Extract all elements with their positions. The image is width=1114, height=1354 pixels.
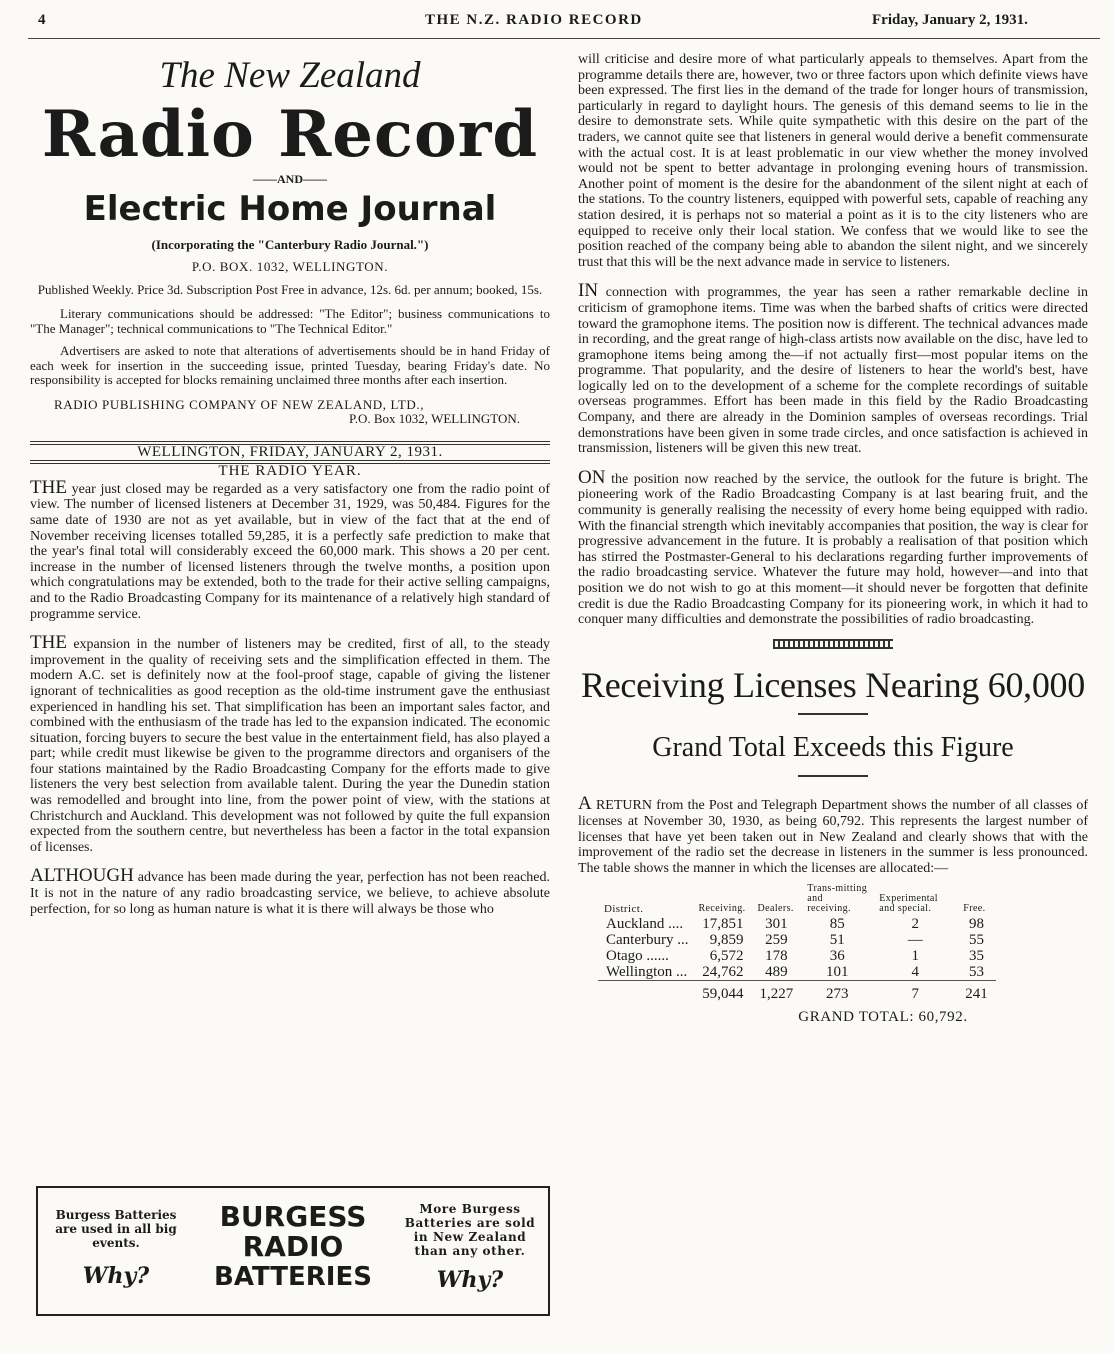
advert-right-why: Why?: [436, 1267, 504, 1293]
page-number: 4: [38, 12, 46, 28]
masthead-published: Published Weekly. Price 3d. Subscription Post Free in advance, 12s. 6d. per annum; booked, 15s.: [37, 281, 543, 297]
editorial-title: THE RADIO YEAR.: [218, 463, 362, 480]
table-row: Otago ...... 6,572 178 36 1 35: [606, 948, 985, 965]
editorial-para-3: ALTHOUGH advance has been made during the year, perfection has not been reached. It is not in the nature of any radio broadcasting service, we believe, to achieve absolute perfection, for so long as human nature is what it is there will always be those who: [30, 865, 550, 917]
editorial-para-6: ON the position now reached by the service, the outlook for the future is bright. The pioneering work of the Radio Broadcasting Company is at last bearing fruit, and the community is generally realising the necessity of every home being equipped with radio. With the financial strength which inevitably accompanies that position, the way is clear for progressive advancement in the future. It is probably a realisation of that position which has stirred the Postmaster-General to his declarations regarding further improvements of the radio broadcasting service. Whatever the future may hold, however—and into that position we do not wish to go at this moment—it should never be forgotten that definite credit is due the Radio Broadcasting Company for its pioneering work, in which it had to conquer many difficulties and demonstrate the possibilities of radio broadcasting.: [578, 466, 1089, 628]
header-rule: [28, 38, 1100, 39]
para-2-initial: THE: [30, 632, 67, 654]
publisher-line2: P.O. Box 1032, WELLINGTON.: [348, 411, 520, 427]
col-district: District.: [604, 903, 644, 916]
table-row: Auckland .... 17,851 301 85 2 98: [606, 916, 985, 933]
advert-brand-burgess: BURGESS: [219, 1200, 367, 1233]
left-column: [30, 54, 550, 917]
masthead-radio-record: Radio Record: [41, 97, 539, 172]
advert-left-text: Burgess Batteries are used in all big events. Why?: [46, 1208, 186, 1290]
table-row: Canterbury ... 9,859 259 51 — 55: [606, 932, 985, 949]
col-receiving: Receiving.: [698, 903, 746, 915]
para-5-initial: IN: [578, 280, 599, 302]
masthead-incorporating: (Incorporating the "Canterbury Radio Journal."): [151, 236, 429, 252]
advert-left-why: Why?: [82, 1263, 150, 1289]
editorial-para-1: THE year just closed may be regarded as a very satisfactory one from the radio point of view. The number of licensed listeners at December 31, 1929, was 50,484. Figures for the same date of 1930 are not as yet available, but in view of the fact that at the end of November receiving licenses totalled 59,285, it is a perfectly safe prediction to make that the year's final total will considerably exceed the 60,000 mark. This shows a 20 per cent. increase in the number of licensed listeners through the twelve months, a position upon which congratulations may be extended, both to the trade for their active selling campaigns, and to the Radio Broadcasting Company for its maintenance of a relatively high standard of programme service.: [30, 476, 551, 622]
article-subhead: Grand Total Exceeds this Figure: [652, 732, 1014, 764]
editorial-para-2: THE expansion in the number of listeners may be credited, first of all, to the steady improvement in the quality of receiving sets and the simplification effected in them. The modern A.C. set is definitely now at the fool-proof stage, capable of giving the listener ignorant of technicalities as good reception as the old-time instrument gave the enthusiast experienced in handling his set. That simplification has been an important sales factor, and combined with the enthusiasm of the trade has led to the expansion indicated. The economic situation, forcing buyers to secure the best value in the entertainment field, has also played a part; while credit must likewise be given to the programme directors and organisers of the four stations maintained by the Radio Broadcasting Company for the efforts made to give listeners the very best selection from available talent. During the year the Dunedin station was remodelled and brought into line, from the power point of view, with the stations at Christchurch and Auckland. This development was not followed by quite the full expansion expected from the southern centre, but nevertheless has been a factor in the total expansion of licenses.: [30, 632, 550, 855]
masthead-and: ——AND——: [253, 172, 327, 186]
advert-brand-radio: RADIO: [242, 1230, 344, 1263]
page-header: [0, 12, 1114, 38]
headline-rule: [798, 713, 868, 715]
para-1-initial: THE: [30, 476, 67, 498]
advert-brand-batteries: BATTERIES: [214, 1262, 372, 1292]
masthead-electric-home-journal: Electric Home Journal: [83, 188, 497, 229]
article-para-1: A RETURN from the Post and Telegraph Department shows the number of all classes of licenses at November 30, 1930, as being 60,792. This represents the largest number of licenses that have yet been taken out in New Zealand and clearly shows that with the improvement of the radio set the decrease in listeners in the summer is less pronounced. The table shows the manner in which the licenses are allocated:—: [578, 793, 1089, 876]
table-row: Wellington ... 24,762 489 101 4 53: [606, 964, 985, 981]
col-transmitting: Trans-mitting and receiving.: [807, 883, 868, 915]
burgess-advert: [36, 1186, 550, 1316]
table-totals-row: 59,044 1,227 273 7 241: [598, 981, 996, 1003]
subhead-rule: [798, 775, 868, 777]
editorial-para-5: IN connection with programmes, the year has seen a rather remarkable decline in criticism of gramophone items. Time was when the barbed shafts of critics were directed toward the gramophone items. The position now is different. The technical advances made in recording, and the great range of high-class artists now available on the disc, have led to gramophone items being among the—if not actually first—most popular items on the programme. That popularity, and the desire of listeners to hear the world's best, have logically led on to the development of a scheme for the complete recordings of suitable overseas programmes. Effort has been made in this field by the Radio Broadcasting Company, and there are already in the Dominion samples of overseas recordings. Trial demonstrations have been given in some trade circles, and once satisfaction is achieved in transmission, listeners will be given this new treat.: [578, 280, 1089, 457]
masthead-advertisers: Advertisers are asked to note that alterations of advertisements should be in hand Friday of each week for insertion in the succeeding issue, printed Tuesday, bearing Friday's date. No responsibility is accepted for blocks remaining unclaimed three months after each insertion.: [30, 343, 550, 388]
para-3-initial: ALTHOUGH: [30, 865, 134, 887]
publication-title: THE N.Z. RADIO RECORD: [425, 12, 643, 28]
col-experimental: Experimental and special.: [879, 893, 938, 915]
right-column: [578, 52, 1088, 1026]
para-6-initial: ON: [578, 466, 606, 488]
article-headline: Receiving Licenses Nearing 60,000: [581, 665, 1085, 706]
editorial-para-4: will criticise and desire more of what particularly appeals to themselves. Apart from the programme details there are, however, two or three factors upon which definite views have been expressed. The first lies in the demand of the trade for longer hours of transmission, particularly in regard to daylight hours. The genesis of this demand seems to lie in the desire to demonstrate sets. While quite sympathetic with this desire on the part of the traders, we cannot quite see that listeners in general would derive a benefit commensurate with the actual cost. It is at least problematic in our view whether the money involved would not be spent to better advantage in prolonging evening hours of transmission. Another point of moment is the desire for the abandonment of the silent night at each of the stations. To the country listeners, equipped with powerful sets, capable of reaching any station desired, it is perhaps not so material a point as it is to the city listeners who are equipped to receive only their local station. We confess that we would like to see the position reached of the company being able to abandon the silent night, and we sincerely trust that this will be the next advance made in service to listeners.: [578, 52, 1088, 270]
issue-date: Friday, January 2, 1931.: [872, 12, 1028, 28]
dateline: WELLINGTON, FRIDAY, JANUARY 2, 1931.: [137, 443, 443, 460]
table-header-row: [598, 884, 996, 916]
licenses-table: [598, 884, 996, 1002]
ornament-divider: [578, 638, 1088, 654]
grand-total: GRAND TOTAL: 60,792.: [798, 1009, 968, 1026]
article-initial: A: [578, 793, 592, 815]
advert-brand: [198, 1202, 388, 1292]
col-dealers: Dealers.: [757, 903, 794, 915]
publisher-line1: RADIO PUBLISHING COMPANY OF NEW ZEALAND, LTD.,: [54, 396, 425, 412]
masthead-line1: The New Zealand: [159, 55, 421, 96]
masthead-literary: Literary communications should be addressed: "The Editor"; business communications to "The Manager"; technical communications to "The Technical Editor.": [30, 306, 550, 336]
advert-right-text: More Burgess Batteries are sold in New Zealand than any other. Why?: [400, 1202, 540, 1294]
masthead-po-box: P.O. BOX. 1032, WELLINGTON.: [191, 259, 389, 275]
col-free: Free.: [963, 903, 986, 915]
